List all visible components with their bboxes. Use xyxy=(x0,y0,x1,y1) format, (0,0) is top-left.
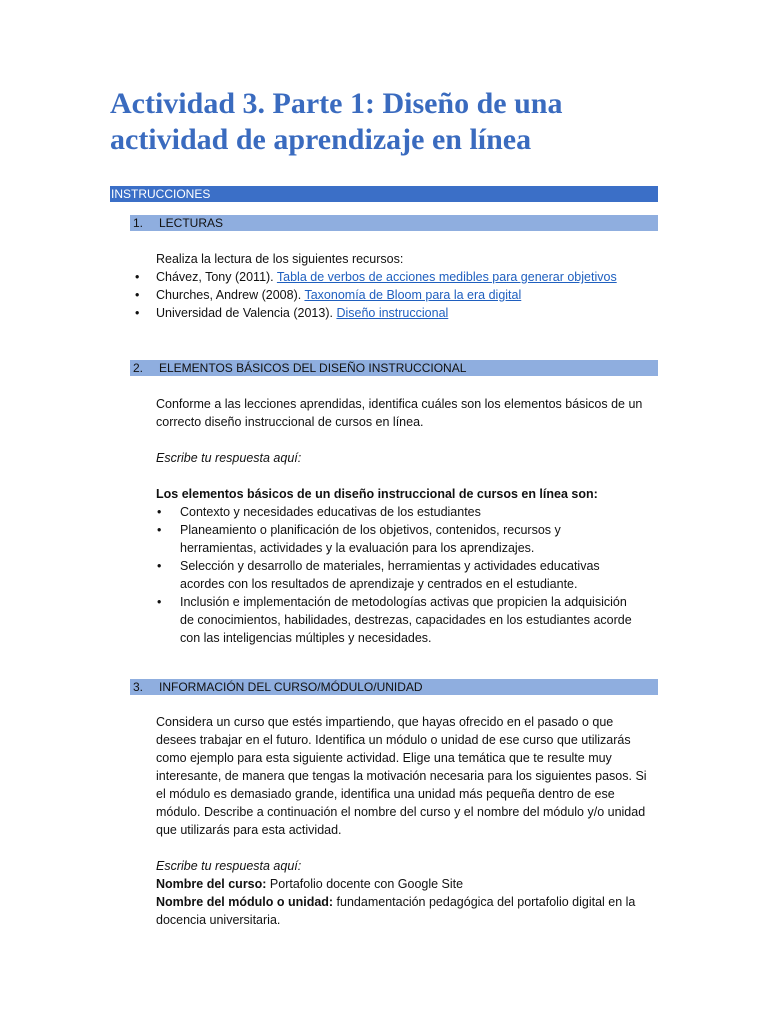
course-block xyxy=(156,713,656,929)
section-header-informacion xyxy=(130,679,658,695)
elements-prompt: Conforme a las lecciones aprendidas, identifica cuáles son los elementos básicos de un correcto diseño instruccional de cursos en línea. xyxy=(156,397,643,429)
answer-heading: Los elementos básicos de un diseño instruccional de cursos en línea son: xyxy=(156,487,598,501)
course-name-line xyxy=(156,875,656,893)
list-item xyxy=(133,304,666,322)
section-label: INFORMACIÓN DEL CURSO/MÓDULO/UNIDAD xyxy=(159,680,423,694)
answer-hint: Escribe tu respuesta aquí: xyxy=(156,859,302,873)
section-label: ELEMENTOS BÁSICOS DEL DISEÑO INSTRUCCIONAL xyxy=(159,361,467,375)
list-item: • Planeamiento o planificación de los objetivos, contenidos, recursos y herramientas, actividades y la evaluación para los aprendizajes. xyxy=(133,521,633,557)
section-number: 2. xyxy=(133,361,144,375)
reading-link-bloom[interactable]: Taxonomía de Bloom para la era digital xyxy=(304,288,522,302)
section-header-elementos xyxy=(130,360,658,376)
elements-list xyxy=(133,503,633,647)
elements-block xyxy=(156,395,661,647)
section-label: LECTURAS xyxy=(159,216,224,230)
section-header-lecturas xyxy=(130,215,658,231)
answer-hint: Escribe tu respuesta aquí: xyxy=(156,451,302,465)
list-item xyxy=(133,268,666,286)
document-title: Actividad 3. Parte 1: Diseño de una actividad de aprendizaje en línea xyxy=(110,87,563,156)
instructions-header: INSTRUCCIONES xyxy=(110,186,658,202)
list-item: • Selección y desarrollo de materiales, herramientas y actividades educativas acordes con los resultados de aprendizaje y centrados en el estudiante. xyxy=(133,557,633,593)
reading-author: Universidad de Valencia (2013). xyxy=(156,306,337,320)
module-name-line xyxy=(156,893,656,929)
course-name-label: Nombre del curso: xyxy=(156,877,267,891)
readings-intro: Realiza la lectura de los siguientes recursos: xyxy=(156,252,404,266)
reading-link-verbos[interactable]: Tabla de verbos de acciones medibles para generar objetivos xyxy=(276,270,617,284)
readings-list xyxy=(133,268,666,322)
module-name-value: fundamentación pedagógica del portafolio digital en la docencia universitaria. xyxy=(156,895,636,927)
reading-author: Chávez, Tony (2011). xyxy=(156,270,277,284)
list-item: • Contexto y necesidades educativas de los estudiantes xyxy=(133,503,633,521)
course-name-value: Portafolio docente con Google Site xyxy=(266,877,464,891)
reading-author: Churches, Andrew (2008). xyxy=(156,288,305,302)
section-number: 3. xyxy=(133,680,144,694)
list-item: • Inclusión e implementación de metodologías activas que propicien la adquisición de conocimientos, habilidades, destrezas, capacidades en los estudiantes acorde con las inteligencias múltiples y necesidades. xyxy=(133,593,633,647)
course-prompt: Considera un curso que estés impartiendo, que hayas ofrecido en el pasado o que desees trabajar en el futuro. Identifica un módulo o unidad de ese curso que utilizarás como ejemplo para esta siguiente actividad. Elige una temática que te resulte muy interesante, de manera que tengas la motivación necesaria para los siguientes pasos. Si el módulo es demasiado grande, identifica una unidad más pequeña dentro de ese módulo. Describe a continuación el nombre del curso y el nombre del módulo y/o unidad que utilizarás para esta actividad. xyxy=(156,715,647,837)
section-number: 1. xyxy=(133,216,144,230)
readings-block xyxy=(156,250,666,322)
list-item xyxy=(133,286,666,304)
module-name-label: Nombre del módulo o unidad: xyxy=(156,895,334,909)
reading-link-diseno[interactable]: Diseño instruccional xyxy=(336,306,449,320)
